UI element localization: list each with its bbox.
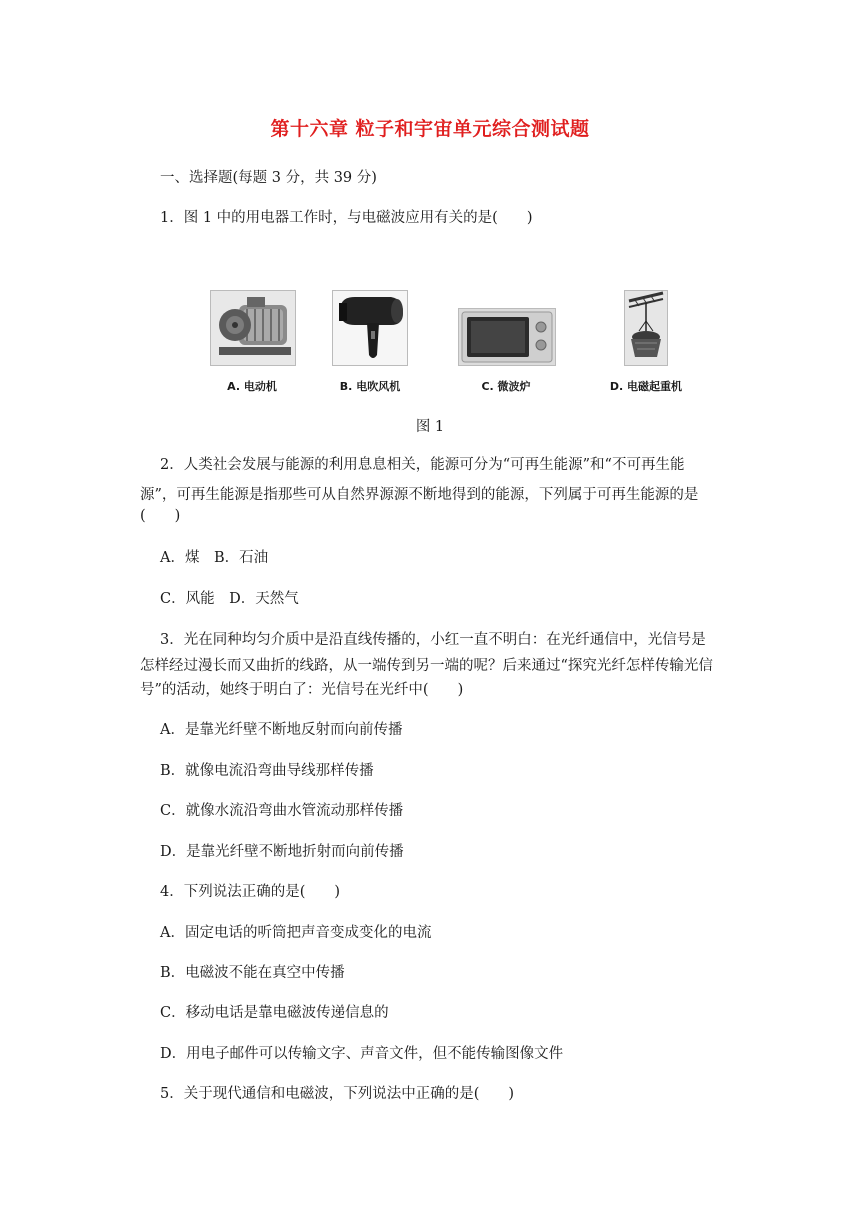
question-3-option-a: A．是靠光纤壁不断地反射而向前传播 bbox=[160, 722, 403, 738]
figure-a-caption: A. 电动机 bbox=[227, 380, 277, 393]
question-2-line-2: 源”，可再生能源是指那些可从自然界源源不断地得到的能源，下列属于可再生能源的是 bbox=[140, 487, 699, 503]
microwave-oven-image bbox=[458, 308, 556, 366]
figure-1-label: 图 1 bbox=[415, 419, 445, 435]
question-2-option-cd: C．风能 D．天然气 bbox=[160, 591, 299, 607]
question-1-stem: 1．图 1 中的用电器工作时，与电磁波应用有关的是( ) bbox=[160, 210, 533, 226]
question-4-option-b: B．电磁波不能在真空中传播 bbox=[160, 965, 345, 981]
question-4-option-a: A．固定电话的听筒把声音变成变化的电流 bbox=[160, 925, 432, 941]
question-3-line-3: 号”的活动，她终于明白了：光信号在光纤中( ) bbox=[140, 682, 464, 698]
question-4-option-d: D．用电子邮件可以传输文字、声音文件，但不能传输图像文件 bbox=[160, 1046, 564, 1062]
question-3-option-d: D．是靠光纤壁不断地折射而向前传播 bbox=[160, 844, 404, 860]
figure-b-caption: B. 电吹风机 bbox=[339, 380, 401, 393]
figure-1 bbox=[200, 290, 700, 400]
question-4-option-c: C．移动电话是靠电磁波传递信息的 bbox=[160, 1005, 389, 1021]
figure-d bbox=[596, 290, 696, 394]
question-2-line-1: 2．人类社会发展与能源的利用息息相关，能源可分为“可再生能源”和“不可再生能 bbox=[160, 457, 685, 473]
figure-c bbox=[458, 290, 554, 394]
question-2-line-3: ( ) bbox=[140, 508, 181, 524]
electromagnetic-crane-image bbox=[624, 290, 668, 366]
section-heading: 一、选择题(每题 3 分，共 39 分) bbox=[160, 170, 377, 186]
hair-dryer-image bbox=[332, 290, 408, 366]
question-3-line-1: 3．光在同种均匀介质中是沿直线传播的，小红一直不明白：在光纤通信中，光信号是 bbox=[160, 632, 706, 648]
page-title: 第十六章 粒子和宇宙单元综合测试题 bbox=[270, 118, 590, 140]
question-3-option-c: C．就像水流沿弯曲水管流动那样传播 bbox=[160, 803, 404, 819]
figure-b bbox=[332, 290, 408, 394]
figure-d-caption: D. 电磁起重机 bbox=[609, 380, 683, 393]
question-4-stem: 4．下列说法正确的是( ) bbox=[160, 884, 341, 900]
question-5-stem: 5．关于现代通信和电磁波，下列说法中正确的是( ) bbox=[160, 1086, 515, 1102]
question-2-option-ab: A．煤 B．石油 bbox=[160, 550, 269, 566]
question-3-option-b: B．就像电流沿弯曲导线那样传播 bbox=[160, 763, 374, 779]
question-3-line-2: 怎样经过漫长而又曲折的线路，从一端传到另一端的呢？后来通过“探究光纤怎样传输光信 bbox=[140, 658, 713, 674]
figure-a bbox=[210, 290, 294, 394]
figure-c-caption: C. 微波炉 bbox=[481, 380, 531, 393]
electric-motor-image bbox=[210, 290, 296, 366]
